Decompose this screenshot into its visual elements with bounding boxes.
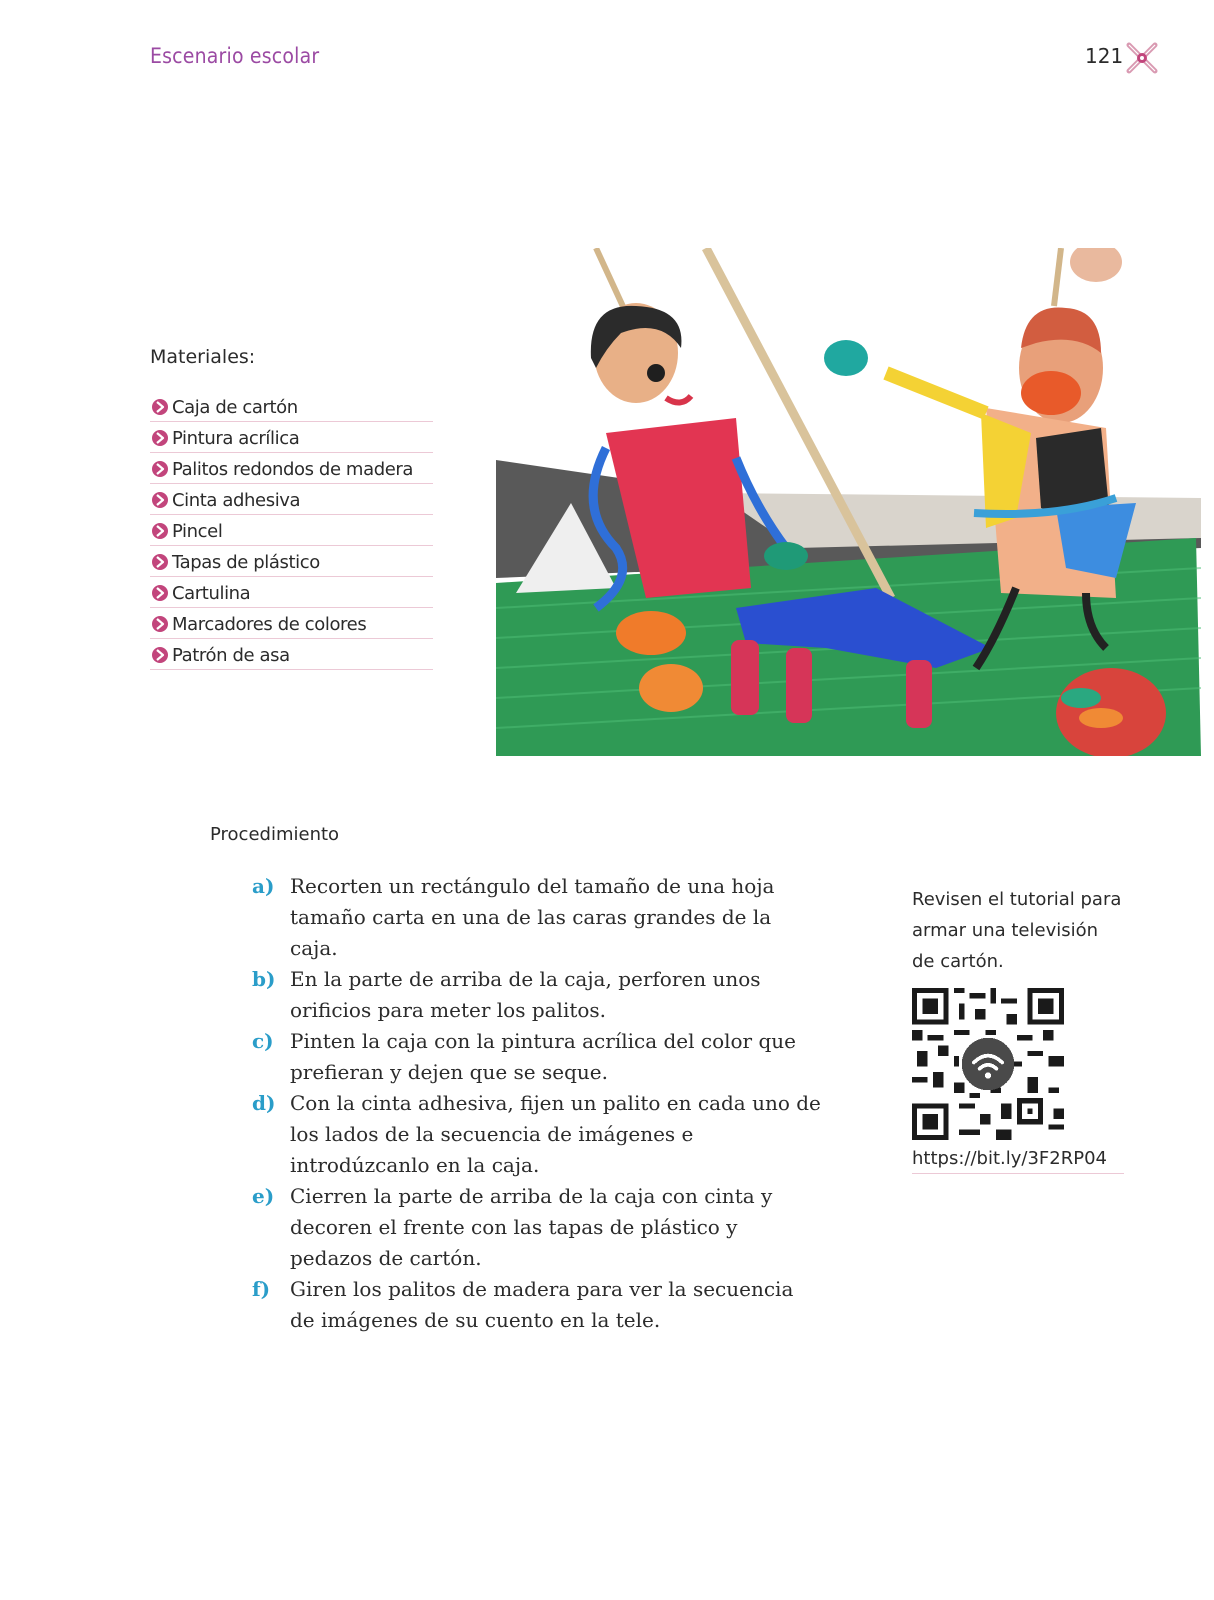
procedure-title: Procedimiento (210, 824, 340, 845)
step-letter: b) (252, 967, 276, 991)
chevron-bullet-icon (150, 521, 170, 541)
tutorial-link[interactable]: https://bit.ly/3F2RP04 (912, 1148, 1124, 1174)
procedure-steps (252, 871, 822, 1336)
list-item: Palitos redondos de madera (150, 454, 433, 484)
list-item: Pintura acrílica (150, 423, 433, 453)
step-letter: c) (252, 1029, 274, 1053)
list-item: Tapas de plástico (150, 547, 433, 577)
section-title: Escenario escolar (150, 44, 320, 68)
chevron-bullet-icon (150, 645, 170, 665)
step-text: Pinten la caja con la pintura acrílica del color que prefieran y dejen que se seque. (290, 1029, 796, 1084)
procedure-step (252, 1026, 822, 1088)
step-text: Cierren la parte de arriba de la caja con cinta y decoren el frente con las tapas de plástico y pedazos de cartón. (290, 1184, 773, 1270)
ornament-icon (1124, 40, 1160, 76)
procedure-step (252, 1181, 822, 1274)
step-letter: d) (252, 1091, 276, 1115)
page-number: 121 (1085, 44, 1124, 68)
chevron-bullet-icon (150, 552, 170, 572)
step-letter: e) (252, 1184, 275, 1208)
list-item: Cartulina (150, 578, 433, 608)
chevron-bullet-icon (150, 428, 170, 448)
tutorial-note: Revisen el tutorial para armar una televisión de cartón. (912, 889, 1122, 972)
chevron-bullet-icon (150, 583, 170, 603)
list-item: Pincel (150, 516, 433, 546)
chevron-bullet-icon (150, 397, 170, 417)
list-item: Patrón de asa (150, 640, 433, 670)
step-letter: a) (252, 874, 275, 898)
materials-list (150, 392, 433, 671)
procedure-step (252, 1088, 822, 1181)
chevron-bullet-icon (150, 459, 170, 479)
puppets-photo (496, 248, 1201, 756)
list-item: Cinta adhesiva (150, 485, 433, 515)
step-text: Recorten un rectángulo del tamaño de una hoja tamaño carta en una de las caras grandes de la caja. (290, 874, 775, 960)
step-letter: f) (252, 1277, 271, 1301)
step-text: Giren los palitos de madera para ver la secuencia de imágenes de su cuento en la tele. (290, 1277, 794, 1332)
procedure-step (252, 871, 822, 964)
chevron-bullet-icon (150, 614, 170, 634)
qr-code[interactable] (912, 988, 1064, 1140)
list-item: Marcadores de colores (150, 609, 433, 639)
materials-title: Materiales: (150, 346, 256, 368)
chevron-bullet-icon (150, 490, 170, 510)
step-text: Con la cinta adhesiva, fijen un palito en cada uno de los lados de la secuencia de imágenes e introdúzcanlo en la caja. (290, 1091, 821, 1177)
procedure-step (252, 964, 822, 1026)
step-text: En la parte de arriba de la caja, perforen unos orificios para meter los palitos. (290, 967, 761, 1022)
procedure-step (252, 1274, 822, 1336)
list-item: Caja de cartón (150, 392, 433, 422)
